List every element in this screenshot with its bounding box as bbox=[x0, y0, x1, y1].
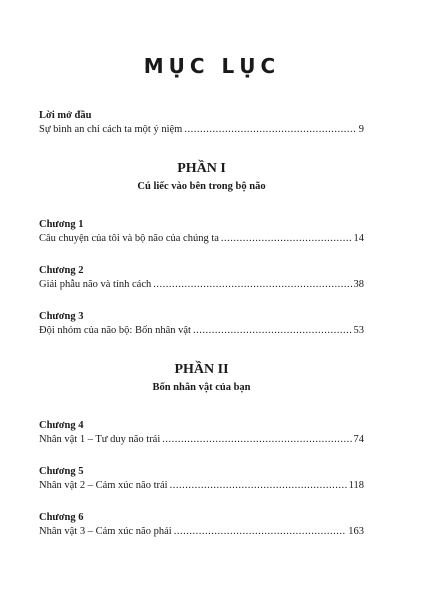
part-1-heading: PHẦN I bbox=[177, 161, 226, 176]
toc-title: MỤC LỤC bbox=[143, 54, 281, 78]
chapter-2-label: Chương 2 bbox=[39, 265, 84, 276]
entry-title: Nhân vật 1 – Tư duy não trái bbox=[39, 434, 161, 445]
dot-leader bbox=[174, 525, 347, 539]
entry-title: Câu chuyện của tôi và bộ não của chúng ta bbox=[39, 233, 219, 244]
chapter-6-entry[interactable] bbox=[39, 525, 364, 539]
dot-leader bbox=[184, 123, 356, 137]
chapter-5-label: Chương 5 bbox=[39, 466, 84, 477]
part-2-subtitle: Bốn nhân vật của bạn bbox=[152, 382, 251, 393]
chapter-3-entry[interactable] bbox=[39, 324, 364, 338]
page-number: 14 bbox=[353, 233, 364, 244]
chapter-1-entry[interactable] bbox=[39, 232, 364, 246]
page-number: 74 bbox=[353, 434, 364, 445]
part-1-subtitle: Cú liếc vào bên trong bộ não bbox=[137, 181, 266, 192]
dot-leader bbox=[170, 479, 347, 493]
page-number: 38 bbox=[353, 279, 364, 290]
entry-title: Sự bình an chỉ cách ta một ý niệm bbox=[39, 124, 183, 135]
page-number: 163 bbox=[348, 526, 364, 537]
chapter-2-entry[interactable] bbox=[39, 278, 364, 292]
page-number: 118 bbox=[348, 480, 364, 491]
chapter-1-label: Chương 1 bbox=[39, 219, 84, 230]
dot-leader bbox=[221, 232, 352, 246]
entry-title: Nhân vật 3 – Cảm xúc não phải bbox=[39, 526, 172, 537]
preface-entry[interactable] bbox=[39, 123, 364, 137]
dot-leader bbox=[193, 324, 352, 338]
preface-label: Lời mở đầu bbox=[39, 110, 92, 121]
chapter-6-label: Chương 6 bbox=[39, 512, 84, 523]
dot-leader bbox=[153, 278, 351, 292]
part-2-heading: PHẦN II bbox=[174, 362, 229, 377]
entry-title: Nhân vật 2 – Cảm xúc não trái bbox=[39, 480, 168, 491]
chapter-5-entry[interactable] bbox=[39, 479, 364, 493]
chapter-4-label: Chương 4 bbox=[39, 420, 84, 431]
page-number: 9 bbox=[358, 124, 364, 135]
dot-leader bbox=[162, 433, 351, 447]
chapter-3-label: Chương 3 bbox=[39, 311, 84, 322]
chapter-4-entry[interactable] bbox=[39, 433, 364, 447]
page-number: 53 bbox=[353, 325, 364, 336]
entry-title: Giải phẫu não và tính cách bbox=[39, 279, 152, 290]
toc-list bbox=[39, 109, 364, 539]
entry-title: Đội nhóm của não bộ: Bốn nhân vật bbox=[39, 325, 191, 336]
